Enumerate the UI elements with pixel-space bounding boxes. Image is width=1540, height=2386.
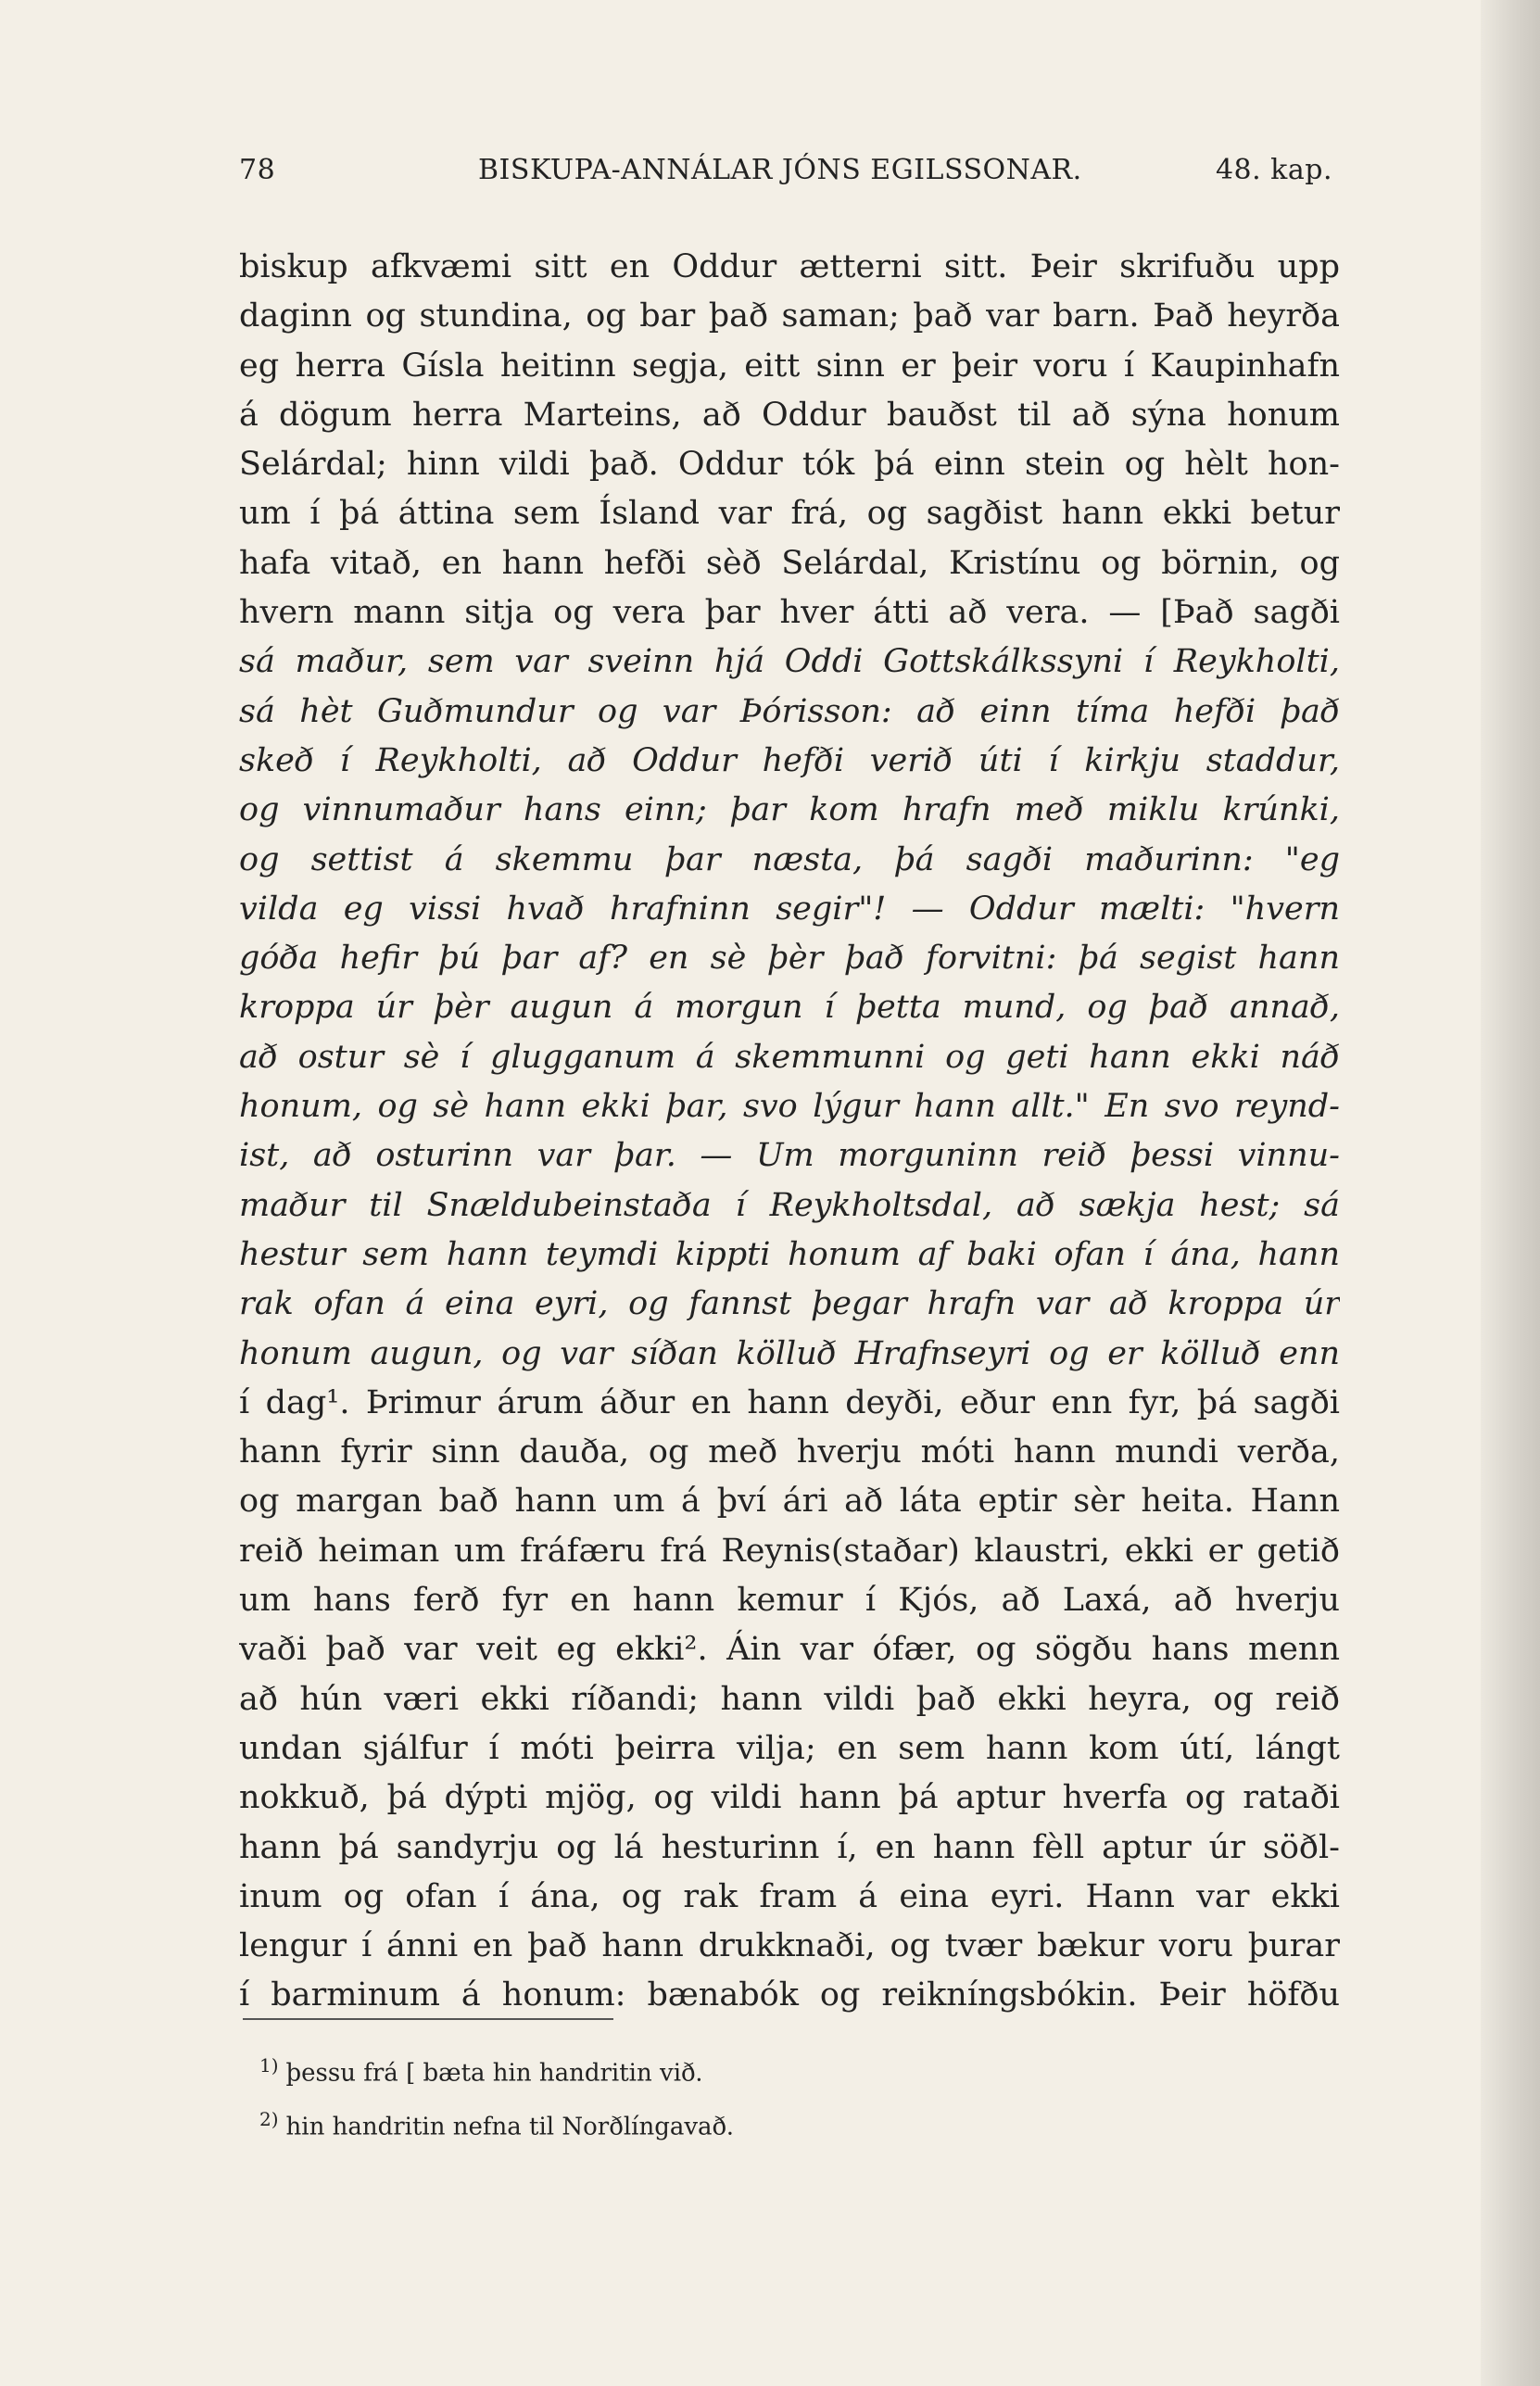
text-line: reið heiman um fráfæru frá Reynis(staðar) klaustri, ekki er getið: [239, 1532, 1340, 1570]
text-line: um í þá áttina sem Ísland var frá, og sagðist hann ekki betur: [239, 495, 1340, 533]
footnote: [259, 2039, 1093, 2092]
footnote: [259, 2092, 1093, 2146]
footnote-text: þessu frá [ bæta hin handritin við.: [285, 2059, 703, 2088]
text-line: og vinnumaður hans einn; þar kom hrafn með miklu krúnki,: [239, 791, 1340, 829]
text-line: á dögum herra Marteins, að Oddur bauðst til að sýna honum: [239, 396, 1340, 434]
text-line: Selárdal; hinn vildi það. Oddur tók þá einn stein og hèlt hon-: [239, 446, 1340, 484]
text-line: honum augun, og var síðan kölluð Hrafnseyri og er kölluð enn: [239, 1334, 1340, 1372]
text-line: eg herra Gísla heitinn segja, eitt sinn er þeir voru í Kaupinhafn: [239, 347, 1340, 385]
text-line: rak ofan á eina eyri, og fannst þegar hrafn var að kroppa úr: [239, 1285, 1340, 1323]
text-line: um hans ferð fyr en hann kemur í Kjós, að Laxá, að hverju: [239, 1582, 1340, 1620]
text-line: og settist á skemmu þar næsta, þá sagði maðurinn: "eg: [239, 840, 1340, 878]
text-line: skeð í Reykholti, að Oddur hefði verið úti í kirkju staddur,: [239, 741, 1340, 779]
page-edge-shadow: [1481, 0, 1540, 2386]
text-line: hann þá sandyrju og lá hesturinn í, en hann fèll aptur úr söðl-: [239, 1828, 1340, 1866]
page-number: 78: [239, 154, 276, 186]
text-line: undan sjálfur í móti þeirra vilja; en sem hann kom útí, lángt: [239, 1729, 1340, 1767]
running-header: [239, 154, 1332, 195]
text-line: inum og ofan í ána, og rak fram á eina eyri. Hann var ekki: [239, 1877, 1340, 1915]
footnote-mark: 1): [259, 2054, 279, 2077]
text-line: að ostur sè í glugganum á skemmunni og geti hann ekki náð: [239, 1038, 1340, 1076]
text-line: og margan bað hann um á því ári að láta eptir sèr heita. Hann: [239, 1483, 1340, 1521]
text-line: að hún væri ekki ríðandi; hann vildi það ekki heyra, og reið: [239, 1680, 1340, 1718]
text-line: sá hèt Guðmundur og var Þórisson: að einn tíma hefði það: [239, 692, 1340, 730]
chapter-label: 48. kap.: [1215, 154, 1332, 186]
footnote-mark: 2): [259, 2108, 279, 2130]
text-line: biskup afkvæmi sitt en Oddur ætterni sitt. Þeir skrifuðu upp: [239, 248, 1340, 285]
text-line: vaði það var veit eg ekki². Áin var ófær, og sögðu hans menn: [239, 1631, 1340, 1669]
running-title: BISKUPA-ANNÁLAR JÓNS EGILSSONAR.: [478, 154, 1082, 186]
text-line: kroppa úr þèr augun á morgun í þetta mund, og það annað,: [239, 989, 1340, 1027]
text-line: maður til Snældubeinstaða í Reykholtsdal, að sækja hest; sá: [239, 1186, 1340, 1224]
text-line: hvern mann sitja og vera þar hver átti að vera. — [Það sagði: [239, 594, 1340, 632]
text-line: góða hefir þú þar af? en sè þèr það forvitni: þá segist hann: [239, 940, 1340, 978]
text-line: ist, að osturinn var þar. — Um morguninn reið þessi vinnu-: [239, 1137, 1340, 1175]
text-line: hafa vitað, en hann hefði sèð Selárdal, Kristínu og börnin, og: [239, 544, 1340, 582]
text-line: í dag¹. Þrimur árum áður en hann deyði, eður enn fyr, þá sagði: [239, 1383, 1340, 1421]
text-line: nokkuð, þá dýpti mjög, og vildi hann þá aptur hverfa og rataði: [239, 1779, 1340, 1817]
footnotes: [259, 2039, 1093, 2146]
text-line: sá maður, sem var sveinn hjá Oddi Gottskálkssyni í Reykholti,: [239, 643, 1340, 681]
text-line: vilda eg vissi hvað hrafninn segir"! — Oddur mælti: "hvern: [239, 890, 1340, 928]
footnote-rule: [243, 2018, 613, 2020]
text-line: lengur í ánni en það hann drukknaði, og tvær bækur voru þurar: [239, 1927, 1340, 1965]
body-text: [239, 243, 1340, 2021]
text-line: daginn og stundina, og bar það saman; það var barn. Það heyrða: [239, 297, 1340, 335]
text-line: hestur sem hann teymdi kippti honum af baki ofan í ána, hann: [239, 1235, 1340, 1273]
footnote-text: hin handritin nefna til Norðlíngavað.: [285, 2113, 735, 2141]
text-line: hann fyrir sinn dauða, og með hverju móti hann mundi verða,: [239, 1433, 1340, 1471]
text-line: í barminum á honum: bænabók og reikníngsbókin. Þeir höfðu: [239, 1976, 1340, 2014]
text-line: honum, og sè hann ekki þar, svo lýgur hann allt." En svo reynd-: [239, 1088, 1340, 1126]
